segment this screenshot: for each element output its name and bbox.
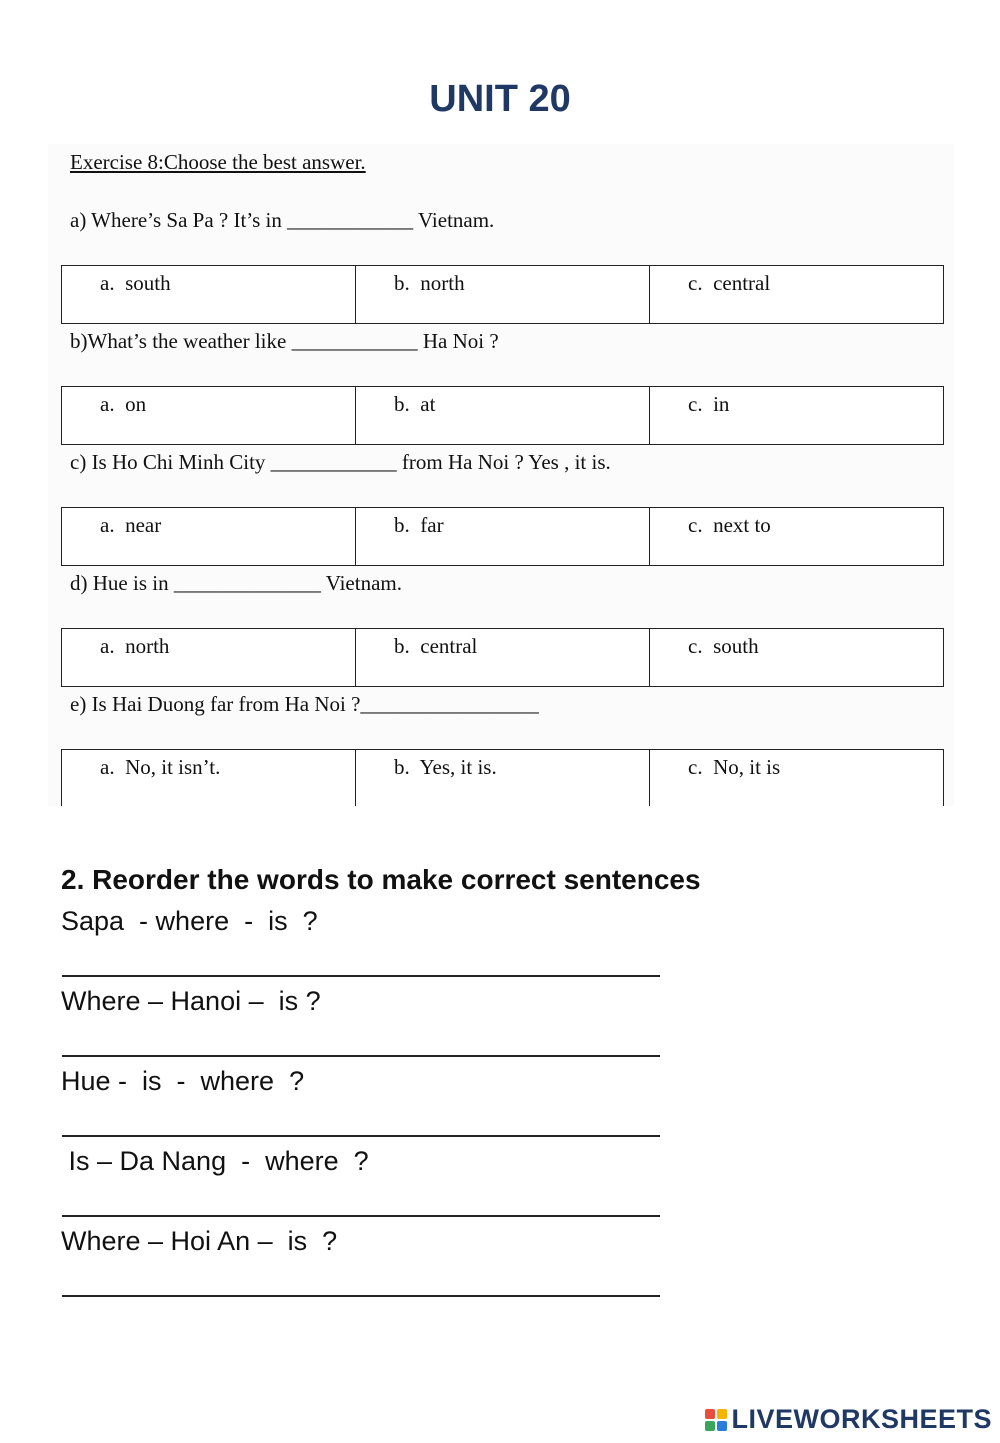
option-b-a[interactable]: a. on xyxy=(62,387,356,444)
answer-line-2[interactable] xyxy=(62,1055,660,1057)
option-e-b[interactable]: b. Yes, it is. xyxy=(356,750,650,806)
section-2-heading: 2. Reorder the words to make correct sentences xyxy=(61,864,701,895)
options-row-a xyxy=(61,265,944,324)
option-d-b[interactable]: b. central xyxy=(356,629,650,686)
reorder-prompt-4: Is – Da Nang - where ? xyxy=(61,1146,369,1176)
reorder-prompt-1: Sapa - where - is ? xyxy=(61,906,318,936)
options-row-b xyxy=(61,386,944,445)
liveworksheets-logo-icon xyxy=(705,1409,727,1431)
options-row-e xyxy=(61,749,944,806)
reorder-prompt-3: Hue - is - where ? xyxy=(61,1066,305,1096)
option-d-a[interactable]: a. north xyxy=(62,629,356,686)
reorder-prompt-2: Where – Hanoi – is ? xyxy=(61,986,321,1016)
question-b: b)What’s the weather like ____________ Ha Noi ? xyxy=(70,329,499,353)
option-c-c[interactable]: c. next to xyxy=(688,513,771,537)
answer-line-1[interactable] xyxy=(62,975,660,977)
question-e: e) Is Hai Duong far from Ha Noi ?_________________ xyxy=(70,692,539,716)
logo-square-3 xyxy=(705,1421,715,1431)
question-a: a) Where’s Sa Pa ? It’s in ____________ Vietnam. xyxy=(70,208,495,232)
option-c-a[interactable]: a. near xyxy=(62,508,356,565)
option-a-a[interactable]: a. south xyxy=(62,266,356,323)
liveworksheets-brand xyxy=(705,1404,992,1435)
answer-line-4[interactable] xyxy=(62,1215,660,1217)
page-title: UNIT 20 xyxy=(429,78,571,120)
options-row-d xyxy=(61,628,944,687)
brand-name: LIVEWORKSHEETS xyxy=(731,1404,992,1434)
reorder-prompt-5: Where – Hoi An – is ? xyxy=(61,1226,338,1256)
answer-line-3[interactable] xyxy=(62,1135,660,1137)
logo-square-1 xyxy=(705,1409,715,1419)
option-a-b[interactable]: b. north xyxy=(356,266,650,323)
logo-square-4 xyxy=(717,1421,727,1431)
option-b-b[interactable]: b. at xyxy=(356,387,650,444)
exercise-heading: Exercise 8:Choose the best answer. xyxy=(70,150,366,174)
option-b-c[interactable]: c. in xyxy=(688,392,730,416)
option-a-c[interactable]: c. central xyxy=(688,271,771,295)
answer-line-5[interactable] xyxy=(62,1295,660,1297)
question-d: d) Hue is in ______________ Vietnam. xyxy=(70,571,402,595)
option-d-c[interactable]: c. south xyxy=(688,634,759,658)
option-c-b[interactable]: b. far xyxy=(356,508,650,565)
options-row-c xyxy=(61,507,944,566)
option-e-a[interactable]: a. No, it isn’t. xyxy=(62,750,356,806)
logo-square-2 xyxy=(717,1409,727,1419)
question-c: c) Is Ho Chi Minh City ____________ from Ha Noi ? Yes , it is. xyxy=(70,450,611,474)
option-e-c[interactable]: c. No, it is xyxy=(688,755,781,779)
